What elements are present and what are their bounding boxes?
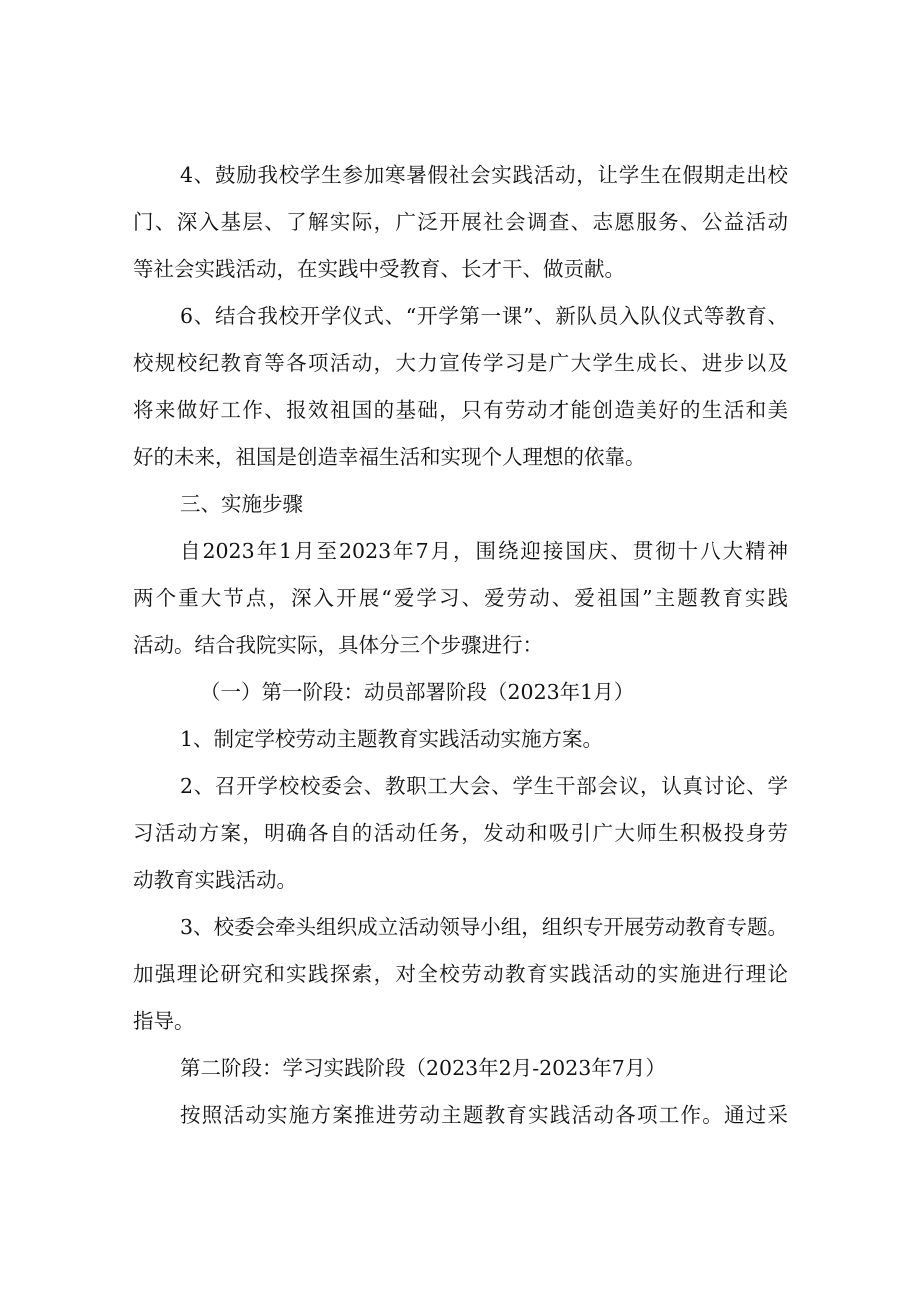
paragraph-6-line-3: 将来做好工作、报效祖国的基础，只有劳动才能创造美好的生活和美 xyxy=(133,398,788,422)
intro-paragraph-line-1: 自2023年1月至2023年7月，围绕迎接国庆、贯彻十八大精神 xyxy=(180,539,788,563)
paragraph-4-line-3: 等社会实践活动，在实践中受教育、长才干、做贡献。 xyxy=(133,257,625,281)
paragraph-4-line-1: 4、鼓励我校学生参加寒暑假社会实践活动，让学生在假期走出校 xyxy=(180,163,788,187)
item-3-line-1: 3、校委会牵头组织成立活动领导小组，组织专开展劳动教育专题。 xyxy=(180,915,788,939)
item-3-line-3: 指导。 xyxy=(133,1009,195,1033)
paragraph-6-line-4: 好的未来，祖国是创造幸福生活和实现个人理想的依靠。 xyxy=(133,445,646,469)
paragraph-6-line-2: 校规校纪教育等各项活动，大力宣传学习是广大学生成长、进步以及 xyxy=(133,351,788,375)
paragraph-6-line-1: 6、结合我校开学仪式、“开学第一课”、新队员入队仪式等教育、 xyxy=(180,304,788,328)
stage-one-heading: （一）第一阶段：动员部署阶段（2023年1月） xyxy=(200,680,635,704)
intro-paragraph-line-2: 两个重大节点，深入开展“爱学习、爱劳动、爱祖国”主题教育实践 xyxy=(133,586,788,610)
intro-paragraph-line-3: 活动。结合我院实际，具体分三个步骤进行： xyxy=(133,633,543,657)
item-3-line-2: 加强理论研究和实践探索，对全校劳动教育实践活动的实施进行理论 xyxy=(133,962,788,986)
item-2-line-1: 2、召开学校校委会、教职工大会、学生干部会议，认真讨论、学 xyxy=(180,774,788,798)
stage-two-heading: 第二阶段：学习实践阶段（2023年2月-2023年7月） xyxy=(180,1056,666,1080)
item-2-line-2: 习活动方案，明确各自的活动任务，发动和吸引广大师生积极投身劳 xyxy=(133,821,788,845)
paragraph-4-line-2: 门、深入基层、了解实际，广泛开展社会调查、志愿服务、公益活动 xyxy=(133,210,788,234)
item-1-line-1: 1、制定学校劳动主题教育实践活动实施方案。 xyxy=(180,727,604,751)
item-2-line-3: 动教育实践活动。 xyxy=(133,868,297,892)
section-heading-implementation-steps: 三、实施步骤 xyxy=(180,492,303,516)
stage-two-paragraph-line-1: 按照活动实施方案推进劳动主题教育实践活动各项工作。通过采 xyxy=(180,1103,788,1127)
